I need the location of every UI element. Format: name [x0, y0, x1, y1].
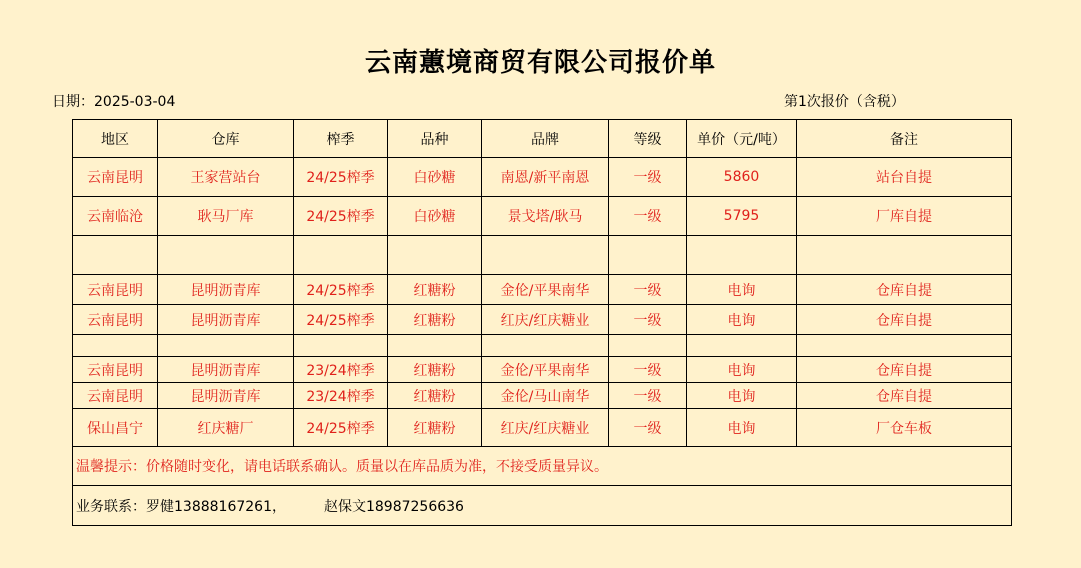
table-row: [73, 158, 1012, 197]
header-brand: 品牌: [482, 120, 609, 158]
contact-cell: [73, 486, 1012, 526]
cell-warehouse: 昆明沥青库: [158, 383, 294, 409]
table-row: [73, 383, 1012, 409]
table-header-row: [73, 120, 1012, 158]
cell-brand: 金伦/平果南华: [482, 357, 609, 383]
cell-variety: 白砂糖: [388, 197, 482, 236]
table-row: [73, 357, 1012, 383]
cell-season: 24/25榨季: [294, 158, 388, 197]
cell-warehouse: 昆明沥青库: [158, 305, 294, 335]
cell-brand: 景戈塔/耿马: [482, 197, 609, 236]
notice-row: [73, 447, 1012, 486]
empty-row: [73, 236, 1012, 275]
cell-remarks: 仓库自提: [797, 383, 1012, 409]
cell-variety: 红糖粉: [388, 409, 482, 447]
cell-variety: 红糖粉: [388, 305, 482, 335]
cell-remarks: 站台自提: [797, 158, 1012, 197]
cell-remarks: 厂仓车板: [797, 409, 1012, 447]
cell-region: 云南昆明: [73, 158, 158, 197]
cell-remarks: 仓库自提: [797, 357, 1012, 383]
cell-region: 云南临沧: [73, 197, 158, 236]
cell-region: 云南昆明: [73, 305, 158, 335]
cell-brand: 金伦/马山南华: [482, 383, 609, 409]
notice-text: 温馨提示：价格随时变化，请电话联系确认。质量以在库品质为准，不接受质量异议。: [73, 447, 1012, 486]
cell-season: 24/25榨季: [294, 197, 388, 236]
cell-season: 24/25榨季: [294, 275, 388, 305]
header-warehouse: 仓库: [158, 120, 294, 158]
cell-season: 23/24榨季: [294, 357, 388, 383]
cell-variety: 白砂糖: [388, 158, 482, 197]
cell-grade: 一级: [609, 275, 687, 305]
cell-price: 5795: [687, 197, 797, 236]
quote-round: 第1次报价（含税）: [784, 94, 905, 110]
contact-secondary: 赵保文18987256636: [323, 498, 464, 515]
cell-price: 电询: [687, 409, 797, 447]
cell-brand: 红庆/红庆糖业: [482, 409, 609, 447]
cell-season: 24/25榨季: [294, 409, 388, 447]
cell-season: 24/25榨季: [294, 305, 388, 335]
table-row: [73, 409, 1012, 447]
cell-brand: 南恩/新平南恩: [482, 158, 609, 197]
cell-remarks: 仓库自提: [797, 305, 1012, 335]
header-remarks: 备注: [797, 120, 1012, 158]
cell-season: 23/24榨季: [294, 383, 388, 409]
cell-remarks: 厂库自提: [797, 197, 1012, 236]
cell-grade: 一级: [609, 409, 687, 447]
cell-variety: 红糖粉: [388, 383, 482, 409]
cell-warehouse: 王家营站台: [158, 158, 294, 197]
cell-grade: 一级: [609, 357, 687, 383]
cell-variety: 红糖粉: [388, 357, 482, 383]
contact-primary: 业务联系：罗健13888167261，: [76, 498, 286, 515]
cell-region: 云南昆明: [73, 383, 158, 409]
cell-price: 电询: [687, 357, 797, 383]
cell-warehouse: 昆明沥青库: [158, 357, 294, 383]
price-table: [72, 119, 1012, 526]
header-unit-price: 单价（元/吨）: [687, 120, 797, 158]
cell-remarks: 仓库自提: [797, 275, 1012, 305]
cell-region: 云南昆明: [73, 275, 158, 305]
page-title: 云南蕙境商贸有限公司报价单: [364, 48, 716, 78]
cell-grade: 一级: [609, 197, 687, 236]
cell-region: 保山昌宁: [73, 409, 158, 447]
cell-warehouse: 耿马厂库: [158, 197, 294, 236]
table-row: [73, 275, 1012, 305]
empty-row: [73, 335, 1012, 357]
header-region: 地区: [73, 120, 158, 158]
table-row: [73, 197, 1012, 236]
cell-region: 云南昆明: [73, 357, 158, 383]
cell-price: 5860: [687, 158, 797, 197]
header-variety: 品种: [388, 120, 482, 158]
cell-price: 电询: [687, 305, 797, 335]
cell-brand: 金伦/平果南华: [482, 275, 609, 305]
quote-date: 日期：2025-03-04: [52, 94, 176, 110]
cell-price: 电询: [687, 275, 797, 305]
cell-price: 电询: [687, 383, 797, 409]
table-row: [73, 305, 1012, 335]
contact-row: [73, 486, 1012, 526]
cell-grade: 一级: [609, 158, 687, 197]
cell-warehouse: 红庆糖厂: [158, 409, 294, 447]
cell-variety: 红糖粉: [388, 275, 482, 305]
cell-grade: 一级: [609, 383, 687, 409]
cell-brand: 红庆/红庆糖业: [482, 305, 609, 335]
header-grade: 等级: [609, 120, 687, 158]
header-season: 榨季: [294, 120, 388, 158]
cell-warehouse: 昆明沥青库: [158, 275, 294, 305]
cell-grade: 一级: [609, 305, 687, 335]
